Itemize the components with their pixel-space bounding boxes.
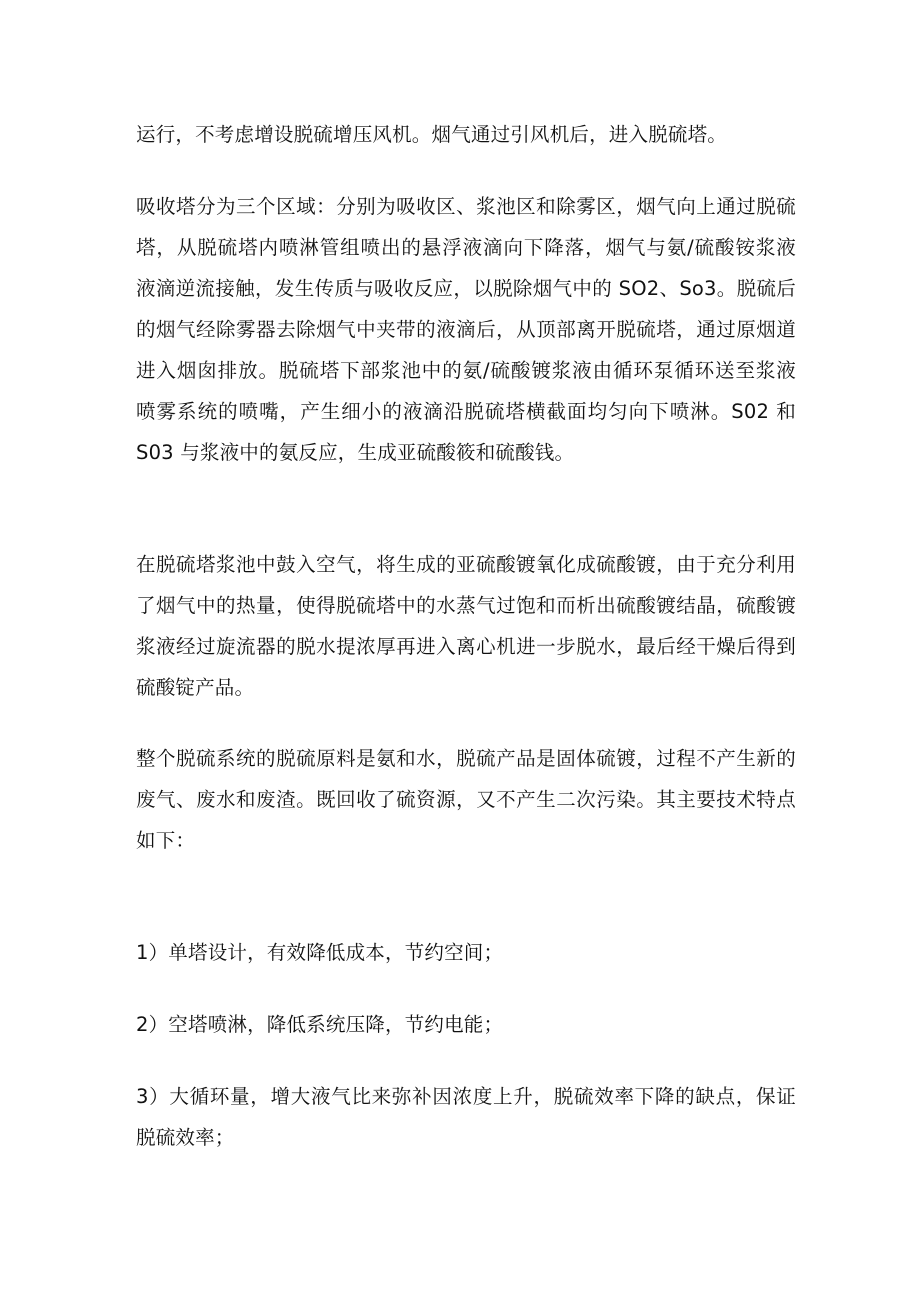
text-line: 在脱硫塔浆池中鼓入空气，将生成的亚硫酸镀氧化成硫酸镀，由于充分利用	[136, 553, 796, 576]
text-line: 吸收塔分为三个区域：分别为吸收区、浆池区和除雾区，烟气向上通过脱硫	[136, 195, 796, 218]
list-item-3	[136, 1076, 796, 1158]
paragraph-absorber-zones	[136, 186, 796, 473]
paragraph-oxidation	[136, 544, 796, 708]
text-line: 进入烟囱排放。脱硫塔下部浆池中的氨/硫酸镀浆液由循环泵循环送至浆液	[136, 359, 796, 382]
paragraph-system-overview	[136, 738, 796, 861]
paragraph-intro	[136, 114, 796, 155]
text-line: 了烟气中的热量，使得脱硫塔中的水蒸气过饱和而析出硫酸镀结晶，硫酸镀	[136, 594, 796, 617]
text-line: 脱硫效率；	[136, 1126, 235, 1149]
text-line: 喷雾系统的喷嘴，产生细小的液滴沿脱硫塔横截面均匀向下喷淋。S02 和	[136, 400, 796, 423]
text-line: 3）大循环量，增大液气比来弥补因浓度上升，脱硫效率下降的缺点，保证	[136, 1085, 796, 1108]
text-line: 运行，不考虑增设脱硫增压风机。烟气通过引风机后，进入脱硫塔。	[136, 123, 728, 146]
text-line: 1）单塔设计，有效降低成本，节约空间；	[136, 941, 504, 964]
text-line: S03 与浆液中的氨反应，生成亚硫酸筱和硫酸钱。	[136, 441, 575, 464]
text-line: 2）空塔喷淋，降低系统压降，节约电能；	[136, 1013, 504, 1036]
text-line: 浆液经过旋流器的脱水提浓厚再进入离心机进一步脱水，最后经干燥后得到	[136, 635, 796, 658]
list-item-1	[136, 932, 796, 973]
text-line: 液滴逆流接触，发生传质与吸收反应，以脱除烟气中的 SO2、So3。脱硫后	[136, 277, 796, 300]
text-line: 废气、废水和废渣。既回收了硫资源，又不产生二次污染。其主要技术特点	[136, 788, 796, 811]
text-line: 塔，从脱硫塔内喷淋管组喷出的悬浮液滴向下降落，烟气与氨/硫酸铵浆液	[136, 236, 796, 259]
text-line: 硫酸锭产品。	[136, 676, 255, 699]
text-line: 的烟气经除雾器去除烟气中夹带的液滴后，从顶部离开脱硫塔，通过原烟道	[136, 318, 796, 341]
text-line: 整个脱硫系统的脱硫原料是氨和水，脱硫产品是固体硫镀，过程不产生新的	[136, 747, 796, 770]
list-item-2	[136, 1004, 796, 1045]
text-line: 如下：	[136, 829, 196, 852]
